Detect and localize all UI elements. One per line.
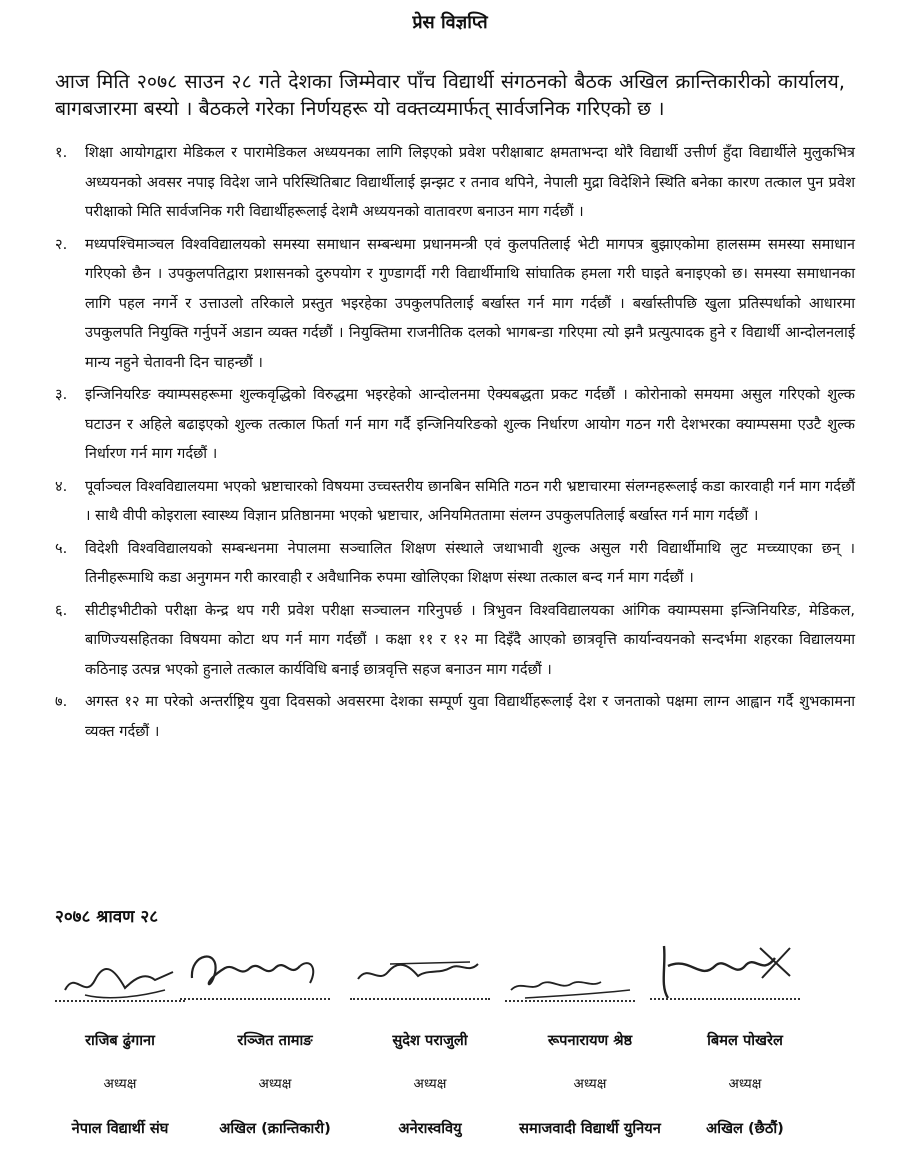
signatory-2 [190, 1030, 360, 1138]
signature-4 [505, 950, 635, 1010]
signatory-role: अध्यक्ष [103, 1076, 137, 1092]
intro-paragraph: आज मिति २०७८ साउन २८ गते देशका जिम्मेवार पाँच विद्यार्थी संगठनको बैठक अखिल क्रान्तिकारीको कार्यालय, बागबजारमा बस्यो । बैठकले गरेका निर्णयहरू यो वक्तव्यमार्फत् सार्वजनिक गरिएको छ । [55, 70, 845, 120]
signatory-role: अध्यक्ष [573, 1076, 607, 1092]
signatory-role: अध्यक्ष [728, 1076, 762, 1092]
signatory-name: राजिब ढुंगाना [85, 1032, 155, 1049]
signatory-org: नेपाल विद्यार्थी संघ [71, 1120, 169, 1137]
signatory-org: अनेरास्ववियु [398, 1120, 462, 1137]
decision-item [55, 230, 855, 378]
signature-row [0, 950, 900, 1020]
decision-number: ७. [55, 693, 68, 710]
signature-3 [350, 944, 490, 1008]
decision-item [55, 380, 855, 469]
signatory-1 [35, 1030, 205, 1138]
decision-text: अगस्त १२ मा परेको अन्तर्राष्ट्रिय युवा दिवसको अवसरमा देशका सम्पूर्ण युवा विद्यार्थीहरूलाई देश र जनताको पक्षमा लाग्न आह्वान गर्दै शुभकामना व्यक्त गर्दछौं । [85, 693, 855, 740]
decision-item [55, 472, 855, 531]
signatory-name: रूपनारायण श्रेष्ठ [547, 1032, 633, 1049]
decision-item [55, 687, 855, 746]
document-date: २०७८ श्रावण २८ [55, 907, 159, 927]
signatory-5 [660, 1030, 830, 1138]
decision-number: १. [55, 144, 68, 161]
decision-item [55, 596, 855, 685]
signatory-name: सुदेश पराजुली [392, 1032, 468, 1049]
decision-number: २. [55, 235, 68, 253]
signatory-name: रञ्जित तामाङ [237, 1032, 313, 1049]
decision-item [55, 534, 855, 593]
signatory-org: समाजवादी विद्यार्थी युनियन [519, 1120, 661, 1137]
signatory-4 [505, 1030, 675, 1138]
signatory-role: अध्यक्ष [258, 1076, 292, 1092]
decision-number: ४. [55, 477, 68, 495]
decision-text: विदेशी विश्वविद्यालयको सम्बन्धनमा नेपालमा सञ्चालित शिक्षण संस्थाले जथाभावी शुल्क असुल गरी विद्यार्थीमाथि लुट मच्च्याएका छन् । तिनीहरूमाथि कडा अनुगमन गरी कारवाही र अवैधानिक रुपमा खोलिएका शिक्षण संस्था तत्काल बन्द गर्न माग गर्दछौं । [85, 539, 855, 586]
decision-number: ५. [55, 539, 68, 557]
signatory-org: अखिल (क्रान्तिकारी) [219, 1120, 331, 1137]
decision-text: शिक्षा आयोगद्वारा मेडिकल र पारामेडिकल अध्ययनका लागि लिइएको प्रवेश परीक्षाबाट क्षमताभन्दा थोरै विद्यार्थी उत्तीर्ण हुँदा विद्यार्थीले मुलुकभित्र अध्ययनको अवसर नपाइ विदेश जाने परिस्थितिबाट विद्यार्थीलाई झन्झट र तनाव थपिने, नेपाली मुद्रा विदेशिने स्थिति बनेका कारण तत्काल पुन प्रवेश परीक्षाको मिति सार्वजनिक गरी विद्यार्थीहरूलाई देशमै अध्ययनको वातावरण बनाउन माग गर्दछौं । [85, 144, 855, 220]
signatory-org: अखिल (छैठौं) [706, 1120, 784, 1137]
decision-text: सीटीइभीटीको परीक्षा केन्द्र थप गरी प्रवेश परीक्षा सञ्चालन गरिनुपर्छ । त्रिभुवन विश्वविद्यालयका आंगिक क्याम्पसमा इन्जिनियरिङ, मेडिकल, बाणिज्यसहितका विषयमा कोटा थप गर्न माग गर्दछौं । कक्षा ११ र १२ मा दिइँदै आएको छात्रवृत्ति कार्यान्वयनको सन्दर्भमा शहरका विद्यालयमा कठिनाइ उत्पन्न भएको हुनाले तत्काल कार्यविधि बनाई छात्रवृत्ति सहज बनाउन माग गर्दछौं । [85, 601, 855, 678]
signature-1 [55, 950, 185, 1010]
decision-text: पूर्वाञ्चल विश्वविद्यालयमा भएको भ्रष्टाचारको विषयमा उच्चस्तरीय छानबिन समिति गठन गरी भ्रष्टाचारमा संलग्नहरूलाई कडा कारवाही गर्न माग गर्दछौं । साथै वीपी कोइराला स्वास्थ्य विज्ञान प्रतिष्ठानमा भएको भ्रष्टाचार, अनियमिततामा संलग्न उपकुलपतिलाई बर्खास्त गर्न माग गर्दछौं । [85, 477, 855, 524]
decision-list [55, 138, 855, 749]
signatory-name: बिमल पोखरेल [707, 1032, 783, 1049]
decision-text: मध्यपश्चिमाञ्चल विश्वविद्यालयको समस्या समाधान सम्बन्धमा प्रधानमन्त्री एवं कुलपतिलाई भेटी मागपत्र बुझाएकोमा हालसम्म समस्या समाधान गरिएको छैन । उपकुलपतिद्वारा प्रशासनको दुरुपयोग र गुण्डागर्दी गरी विद्यार्थीमाथि सांघातिक हमला गरी घाइते बनाइएको छ। समस्या समाधानका लागि पहल नगर्ने र उत्ताउलो तरिकाले प्रस्तुत भइरहेका उपकुलपतिलाई बर्खास्त गर्न माग गर्दछौं । बर्खास्तीपछि खुला प्रतिस्पर्धाको आधारमा उपकुलपति नियुक्ति गर्नुपर्ने अडान व्यक्त गर्दछौं । नियुक्तिमा राजनीतिक दलको भागबन्डा गरिएमा त्यो झनै प्रत्युत्पादक हुने र विद्यार्थी आन्दोलनलाई मान्य नहुने चेतावनी दिन चाहन्छौं । [85, 235, 855, 371]
signature-5 [650, 936, 800, 1008]
decision-item [55, 138, 855, 227]
decision-number: ३. [55, 386, 68, 403]
decision-number: ६. [55, 601, 68, 619]
decision-text: इन्जिनियरिङ क्याम्पसहरूमा शुल्कवृद्धिको विरुद्धमा भइरहेको आन्दोलनमा ऐक्यबद्धता प्रकट गर्दछौं । कोरोनाको समयमा असुल गरिएको शुल्क घटाउन र अहिले बढाइएको शुल्क तत्काल फिर्ता गर्न माग गर्दै इन्जिनियरिङको शुल्क निर्धारण आयोग गठन गरी देशभरका क्याम्पसमा एउटै शुल्क निर्धारण गर्न माग गर्दछौं । [85, 386, 855, 462]
document-title: प्रेस विज्ञप्ति [412, 12, 488, 33]
signatory-3 [345, 1030, 515, 1138]
signatory-role: अध्यक्ष [413, 1076, 447, 1092]
signature-2 [180, 938, 330, 1008]
